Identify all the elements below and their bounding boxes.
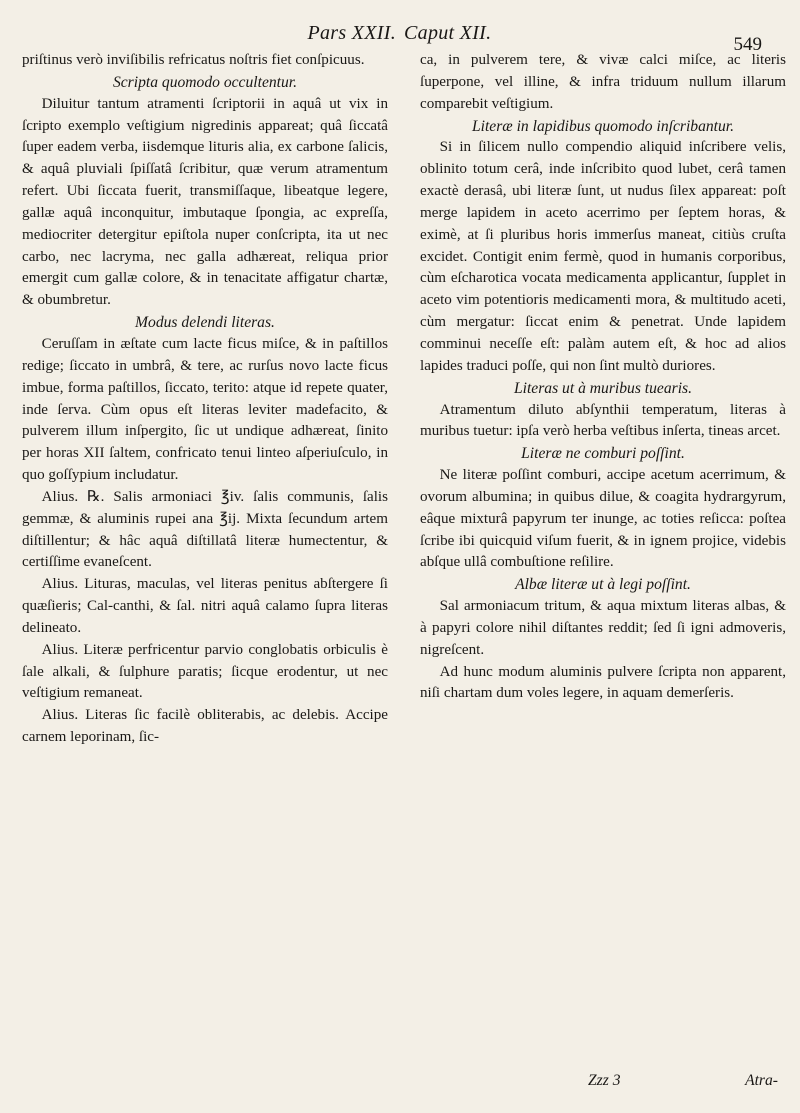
right-text-column [420,50,786,705]
text-paragraph: Ceruſſam in æſtate cum lacte ficus miſce, & in paſtillos redige; ſiccato in umbrâ, & tere, ac rurſus novo lacte ficus imbue, forma paſtillos, ſiccato, terito: atque id repete quater, inde ſerva. Cùm opus eſt literas leviter madefacito, & pulverem illum inſpergito, ſic ut undique adhæreat, ſinito per horas XII ſaltem, confricato tenui linteo aſperiuſculo, in quo goſſypium includatur. [22,335,388,484]
text-paragraph: Diluitur tantum atramenti ſcriptorii in aquâ ut vix in ſcripto exemplo veſtigium nigredinis appareat; quâ ſiccatâ ſuper eadem verba, iisdemque lituris alia, ex carbone ſalicis, & aquâ pluviali ſpiſſatâ ſcribitur, quæ verum atramentum refert. Ubi ſiccata fuerit, transmiſſaque, libeatque legere, gallæ aquâ inconquitur, imbutaque ſpongia, ac expreſſa, mediocriter detergitur epiſtola nuper conſcripta, ita ut nec carbo, nec lacryma, nec galla adhæreat, reliqua prior emergit cum gallæ colore, & in tenacitate affigatur chartæ, & obumbretur. [22,95,388,309]
section-heading: Modus delendi literas. [135,314,275,332]
text-paragraph: Ne literæ poſſint comburi, accipe acetum acerrimum, & ovorum albumina; in quibus dilue, & coagita hydrargyrum, eâque mixturâ papyrum ter inunge, ac toties reſicca: poſtea ſcribe ibi quicquid viſum fuerit, & in ignem projice, videbis abſque ullâ combuſtione reſilire. [420,467,786,571]
section-heading: Literæ ne comburi poſſint. [521,445,685,463]
text-paragraph: priſtinus verò inviſibilis refricatus noſtris fiet conſpicuus. [22,52,365,68]
signature-mark: Zzz 3 [588,1072,621,1089]
text-paragraph: Atramentum diluto abſynthii temperatum, literas à muribus tuetur: ipſa verò herba veſtibus inſerta, tineas arcet. [420,401,786,440]
text-paragraph: Alius. Literas ſic facilè obliterabis, ac delebis. Accipe carnem leporinam, ſic- [22,707,388,746]
catchword: Atra- [745,1072,778,1089]
text-paragraph: Alius. Literæ perfricentur parvio conglobatis orbiculis è ſale alkali, & ſulphure paratis; ſicque erodentur, ut nec veſtigium remaneat. [22,641,388,702]
section-heading: Literas ut à muribus tuearis. [513,379,693,397]
text-paragraph: Si in ſilicem nullo compendio aliquid inſcribere velis, oblinito totum cerâ, inde inſcribito quod lubet, cerâ tamen exactè derasâ, ubi literæ ſunt, ut nudus ſilex appareat: poſt merge lapidem in aceto acerrimo per ſeptem horas, & eximè, at ſi pluribus horis immerſus maneat, citiùs cruſta excidet. Contigit enim fermè, quod in humanis corporibus, cùm eſcharotica vocata medicamenta applicantur, ſupplet in aceto vim potentioris medicamenti mora, & multitudo aceti, cùm mergatur: ſiccat enim & penetrat. Unde lapidem comminui neceſſe eſt: palàm autem eſt, & hoc ad alios lapides traduci poſſe, qui non ſint multò duriores. [420,139,786,374]
header-chapter: Caput XII. [404,22,492,44]
header-part: Pars XXII. [307,22,396,44]
section-heading: Albæ literæ ut à legi poſſint. [515,576,691,594]
text-paragraph: Sal armoniacum tritum, & aqua mixtum literas albas, & à papyri colore nihil diſtantes reddit; ſed ſi igni admoveris, nigreſcent. [420,598,786,658]
text-paragraph: Alius. Lituras, maculas, vel literas penitus abſtergere ſi quæſieris; Cal-canthi, & ſal. nitri aquâ calamo ſupra literas delineato. [22,576,388,636]
section-heading: Scripta quomodo occultentur. [112,73,298,91]
text-paragraph: Alius. ℞. Salis armoniaci ℥iv. ſalis communis, ſalis gemmæ, & aluminis rupei ana ℥ij. Mixta ſecundum artem diſtillentur; & hâc aquâ diſtillatâ literæ humectentur, & certiſſime evaneſcent. [22,488,388,571]
section-heading: Literæ in lapidibus quomodo inſcribantur. [471,117,735,135]
left-text-column [22,50,388,749]
text-paragraph: Ad hunc modum aluminis pulvere ſcripta non apparent, niſi chartam dum voles legere, in aquam demerſeris. [420,663,786,702]
text-paragraph: ca, in pulverem tere, & vivæ calci miſce, ac literis ſuperpone, vel illine, & infra triduum nullum illarum comparebit veſtigium. [420,52,786,112]
page-number: 549 [733,34,762,55]
